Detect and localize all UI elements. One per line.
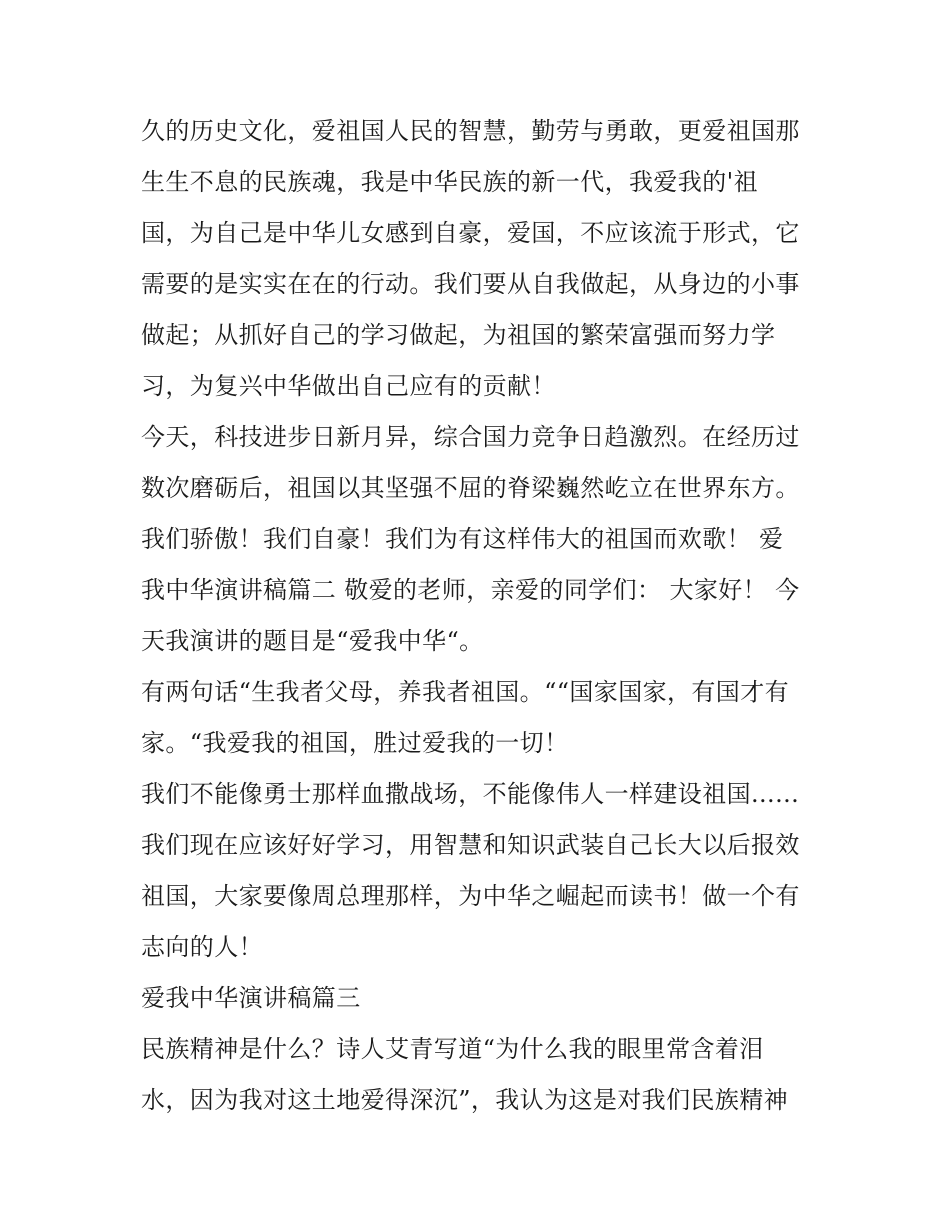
section-heading: 爱我中华演讲稿篇三 xyxy=(141,984,361,1012)
text-line: 我们不能像勇士那样血撒战场，不能像伟人一样建设祖国...... xyxy=(141,780,800,808)
text-line: 我们骄傲！我们自豪！我们为有这样伟大的祖国而欢歌！ 爱 xyxy=(141,525,784,553)
text-line: 生生不息的民族魂，我是中华民族的新一代，我爱我的'祖 xyxy=(141,168,758,196)
text-line: 家。“我爱我的祖国，胜过爱我的一切！ xyxy=(141,729,569,757)
text-line: 国，为自己是中华儿女感到自豪，爱国，不应该流于形式，它 xyxy=(141,219,800,247)
text-line: 数次磨砺后，祖国以其坚强不屈的脊梁巍然屹立在世界东方。 xyxy=(141,474,800,502)
text-line: 做起；从抓好自己的学习做起，为祖国的繁荣富强而努力学 xyxy=(141,321,776,349)
text-line: 民族精神是什么？诗人艾青写道“为什么我的眼里常含着泪 xyxy=(141,1035,764,1063)
text-line: 天我演讲的题目是“爱我中华“。 xyxy=(141,627,484,655)
text-line: 我中华演讲稿篇二 敬爱的老师，亲爱的同学们： 大家好！ 今 xyxy=(141,576,800,604)
document-body xyxy=(141,106,821,1126)
text-line: 有两句话“生我者父母，养我者祖国。““国家国家，有国才有 xyxy=(141,678,790,706)
text-line: 今天，科技进步日新月异，综合国力竞争日趋激烈。在经历过 xyxy=(141,423,800,451)
text-line: 祖国，大家要像周总理那样，为中华之崛起而读书！做一个有 xyxy=(141,882,800,910)
text-line: 水，因为我对这土地爱得深沉”，我认为这是对我们民族精神 xyxy=(141,1086,789,1114)
text-line: 需要的是实实在在的行动。我们要从自我做起，从身边的小事 xyxy=(141,270,800,298)
text-line: 我们现在应该好好学习，用智慧和知识武装自己长大以后报效 xyxy=(141,831,800,859)
text-line: 志向的人！ xyxy=(141,933,263,961)
text-line: 习，为复兴中华做出自己应有的贡献！ xyxy=(141,372,556,400)
text-line: 久的历史文化，爱祖国人民的智慧，勤劳与勇敢，更爱祖国那 xyxy=(141,117,800,145)
